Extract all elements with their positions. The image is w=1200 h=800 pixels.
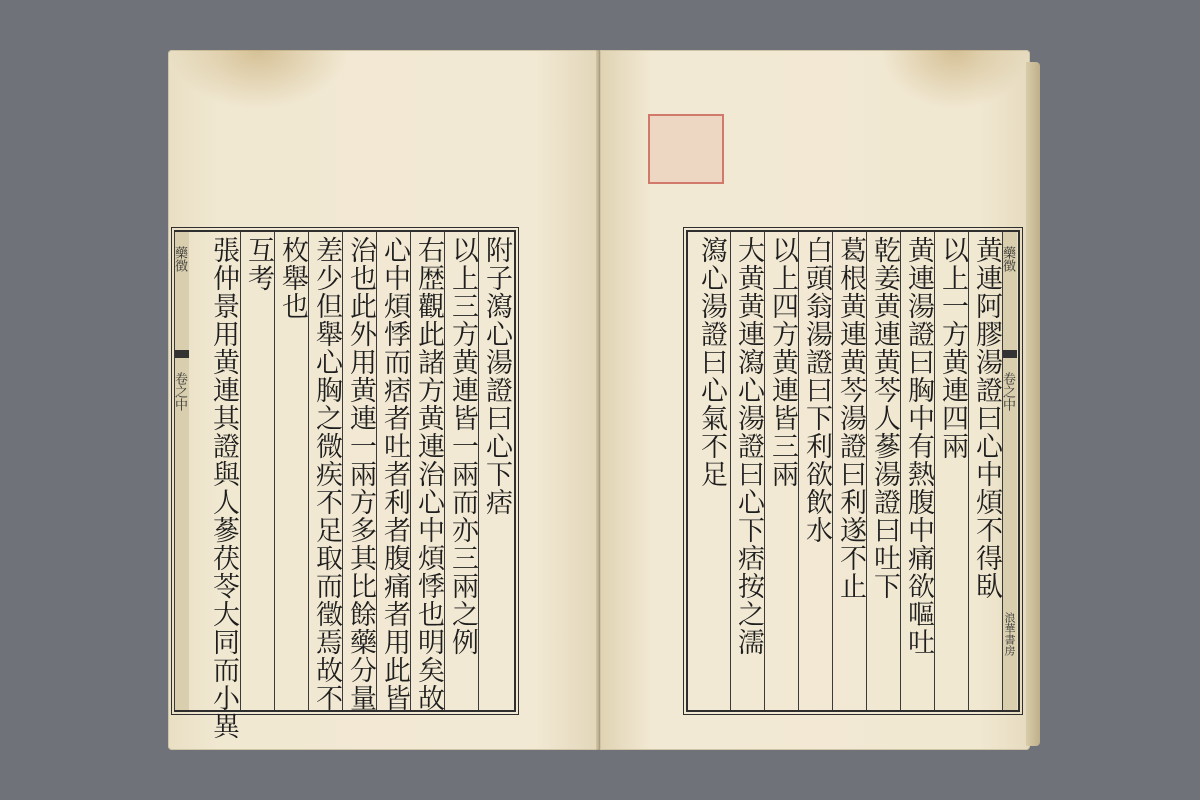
column-text: 治也此外用黄連一兩方多其比餘藥分量 xyxy=(345,236,376,712)
text-column xyxy=(444,232,479,710)
text-column xyxy=(410,232,445,710)
column-text: 瀉心湯證曰心氣不足 xyxy=(696,236,727,488)
red-seal-mark xyxy=(648,114,724,184)
text-column xyxy=(730,232,765,710)
column-text: 大黄黄連瀉心湯證曰心下痞按之濡 xyxy=(733,236,764,656)
column-text: 乾姜黄連黄芩人蔘湯證曰吐下 xyxy=(869,236,900,600)
left-text-frame xyxy=(172,230,516,740)
text-column xyxy=(832,232,867,710)
column-text: 黄連阿膠湯證曰心中煩不得臥 xyxy=(971,236,1002,600)
column-text: 以上四方黄連皆三兩 xyxy=(767,236,798,488)
column-text: 葛根黄連黄芩湯證曰利遂不止 xyxy=(835,236,866,600)
water-stain xyxy=(168,50,348,110)
text-column xyxy=(206,232,240,740)
text-column xyxy=(478,232,513,710)
text-column xyxy=(342,232,377,710)
text-column xyxy=(376,232,411,710)
left-margin-volume: 卷之中 xyxy=(172,372,187,411)
open-book xyxy=(168,50,1038,758)
fish-tail-mark xyxy=(175,350,189,358)
text-column xyxy=(764,232,799,710)
text-column xyxy=(308,232,343,710)
text-column xyxy=(798,232,833,710)
page-edge xyxy=(1026,62,1040,746)
text-column xyxy=(934,232,969,710)
right-margin-publisher: 浪華書房 xyxy=(1003,612,1016,656)
column-text: 差少但舉心胸之微疾不足取而徵焉故不 xyxy=(311,236,342,712)
fish-tail-mark xyxy=(1003,350,1017,358)
text-column xyxy=(274,232,309,710)
column-text: 枚舉也 xyxy=(277,236,308,320)
right-margin-volume: 卷之中 xyxy=(1000,372,1015,411)
text-column xyxy=(866,232,901,710)
right-margin-strip xyxy=(1002,232,1017,710)
text-column xyxy=(968,232,1003,710)
text-column xyxy=(240,232,275,710)
right-text-frame xyxy=(686,230,1020,712)
column-text: 附子瀉心湯證曰心下痞 xyxy=(481,236,512,516)
text-column xyxy=(694,232,728,710)
column-text: 以上一方黄連四兩 xyxy=(937,236,968,460)
left-page xyxy=(168,50,600,750)
column-text: 黄連湯證曰胸中有熱腹中痛欲嘔吐 xyxy=(903,236,934,656)
water-stain xyxy=(880,50,1030,110)
column-text: 張仲景用黄連其證與人蔘茯苓大同而小異 xyxy=(208,236,239,740)
column-text: 右歴觀此諸方黄連治心中煩悸也明矣故 xyxy=(413,236,444,712)
right-margin-title: 藥徴 xyxy=(1000,246,1015,272)
text-column xyxy=(900,232,935,710)
column-text: 互考 xyxy=(243,236,274,292)
left-margin-title: 藥徴 xyxy=(172,246,187,272)
column-text: 以上三方黄連皆一兩而亦三兩之例 xyxy=(447,236,478,656)
column-text: 心中煩悸而痞者吐者利者腹痛者用此皆 xyxy=(379,236,410,712)
left-margin-strip xyxy=(174,232,189,710)
column-text: 白頭翁湯證曰下利欲飲水 xyxy=(801,236,832,544)
